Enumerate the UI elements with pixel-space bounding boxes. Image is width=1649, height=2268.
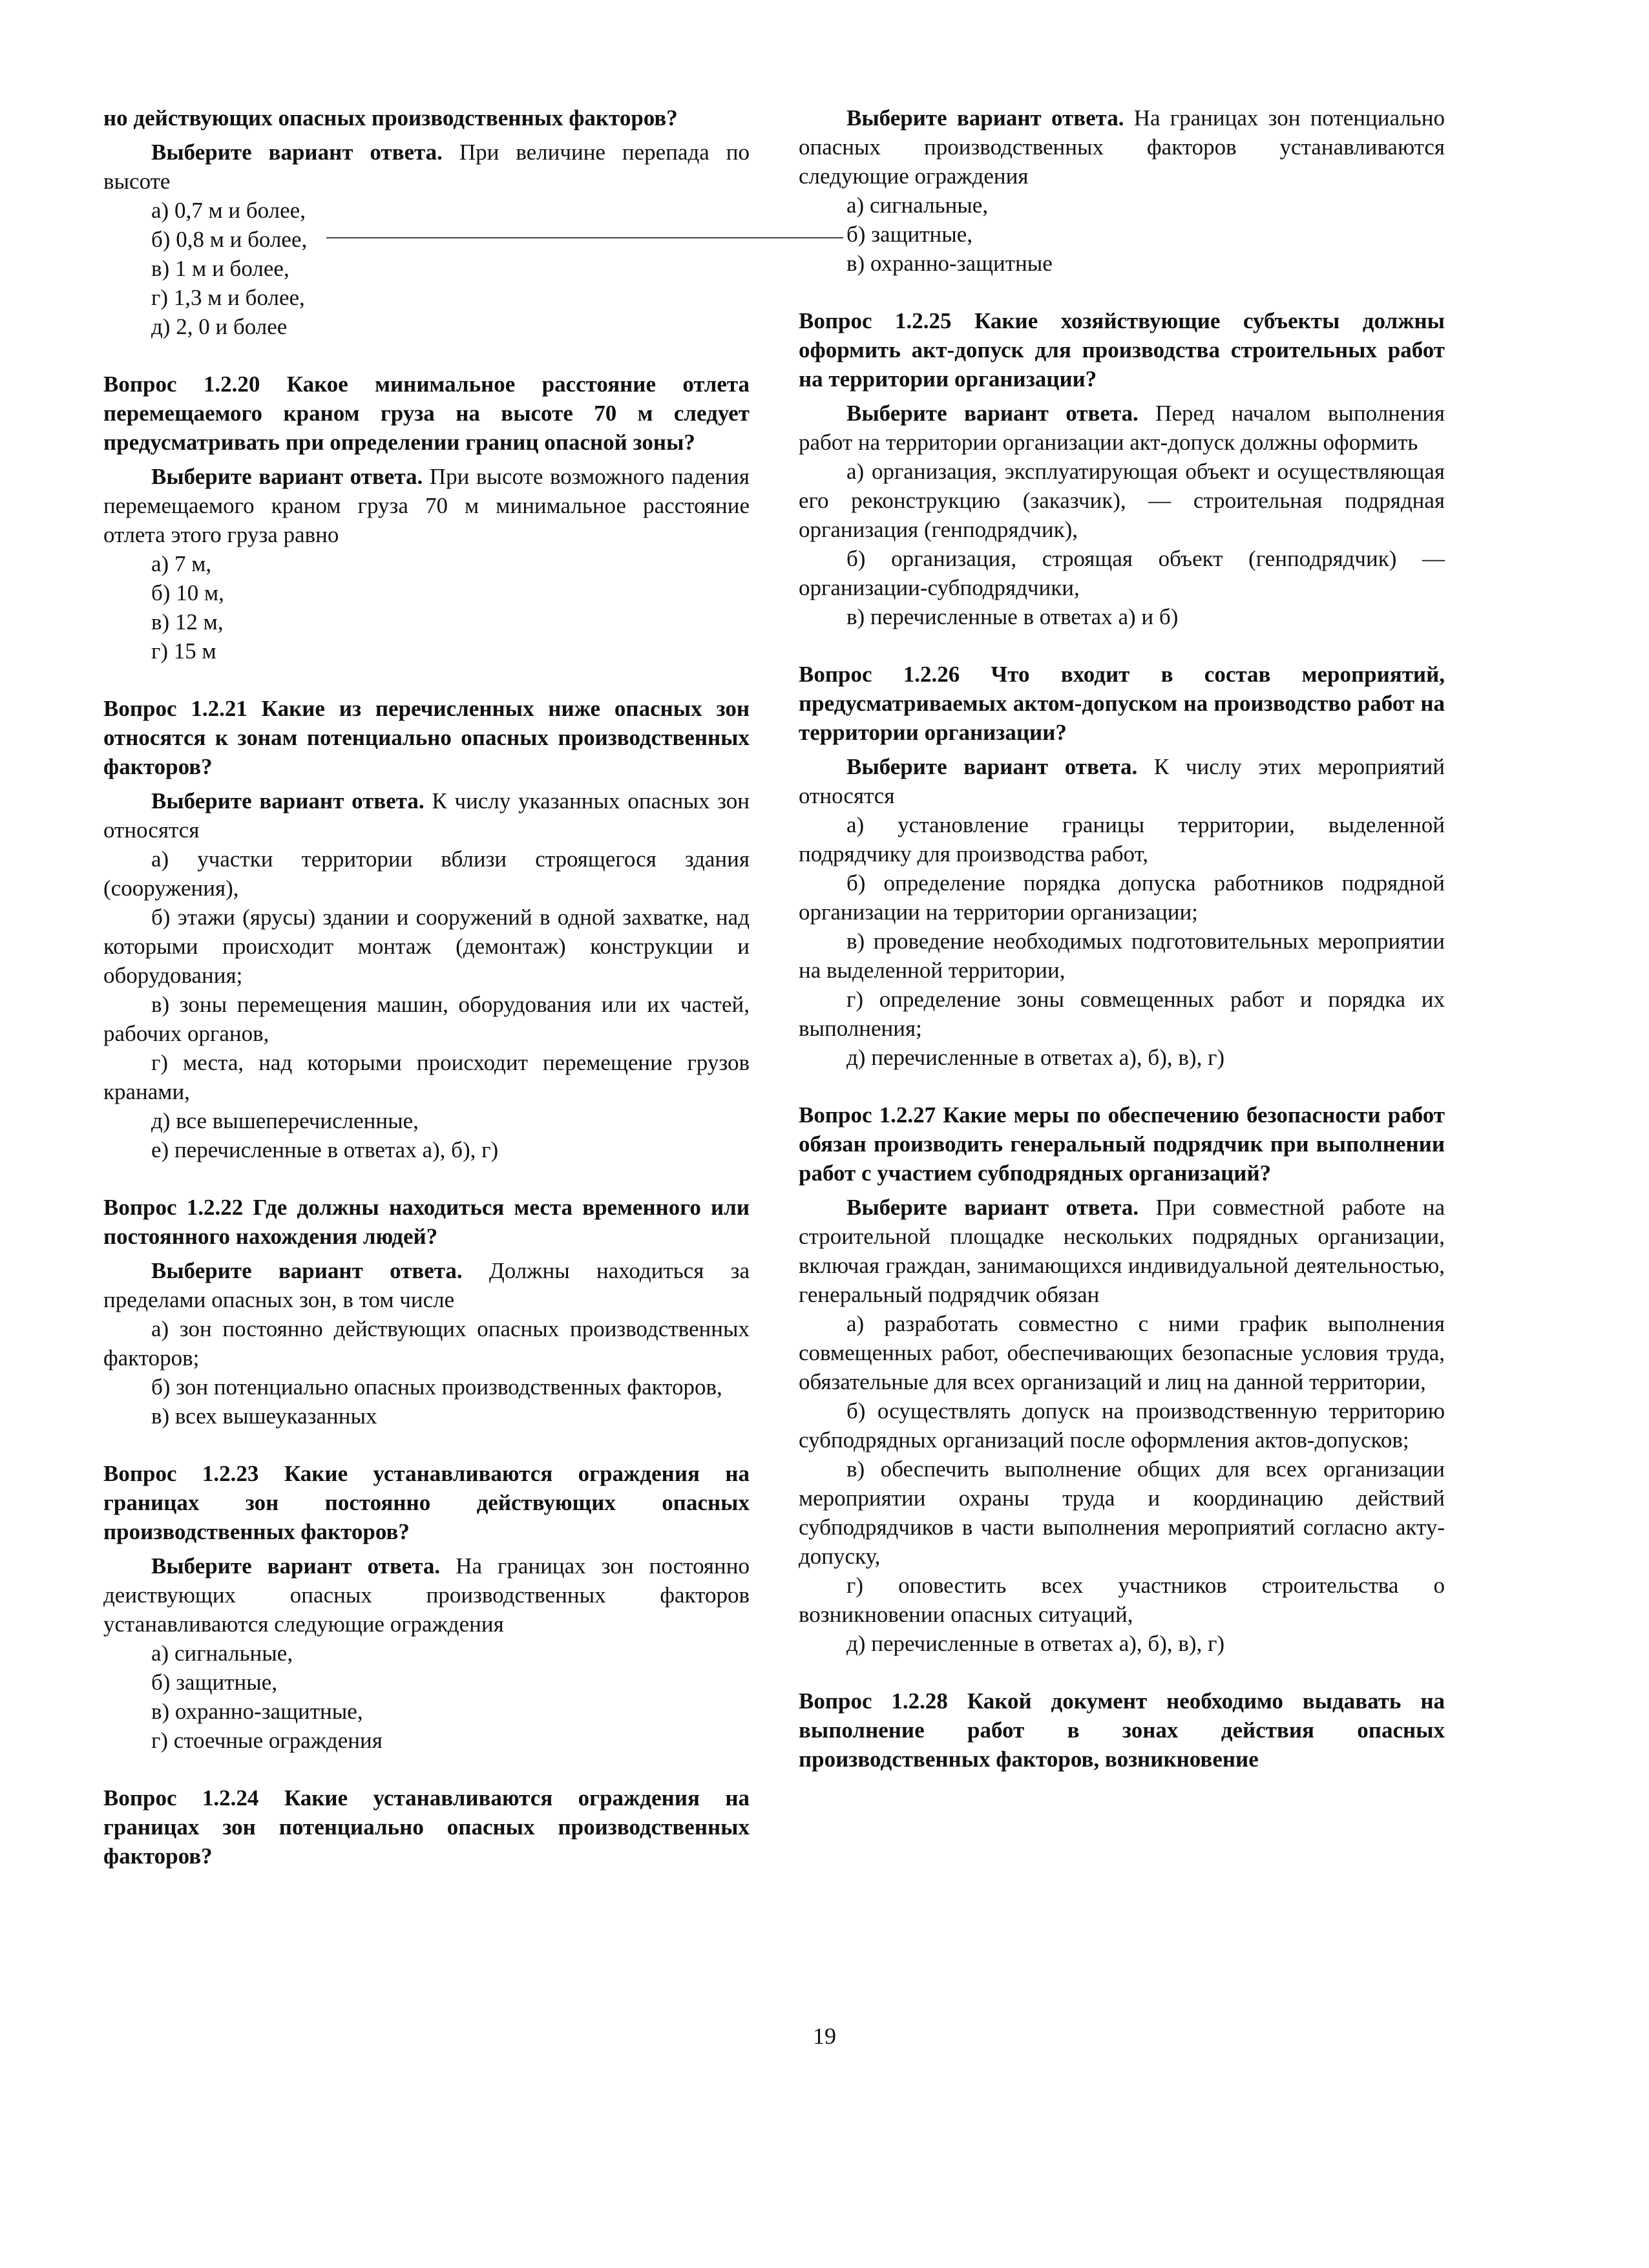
- answer-option: б) зон потенциально опасных производственных факторов,: [151, 1374, 722, 1400]
- answer-option: б) организация, строящая объект (генподрядчик) — организации-субподрядчики,: [799, 546, 1445, 600]
- answer-options: [103, 549, 750, 666]
- answer-lead-text: При высоте возможного падения перемещаемого краном груза 70 м минимальное расстояние отлета этого груза равно: [103, 464, 750, 547]
- answer-option: а) сигнальные,: [151, 1641, 293, 1666]
- question-1-2-21: Вопрос 1.2.21 Какие из перечисленных ниже опасных зон относятся к зонам потенциально опасных производственных факторов?: [103, 696, 750, 779]
- answer-lead-text: При совместной работе на строительной площадке нескольких подрядных организации, включая граждан, занимающихся индивидуальной деятельностью, генеральный подрядчик обязан: [799, 1195, 1445, 1307]
- answer-option: д) перечисленные в ответах а), б), в), г): [846, 1045, 1225, 1070]
- answer-option: а) 0,7 м и более,: [151, 198, 306, 223]
- question-1-2-24: Вопрос 1.2.24 Какие устанавливаются ограждения на границах зон потенциально опасных производственных факторов?: [103, 1785, 750, 1869]
- answer-options: [799, 1309, 1445, 1658]
- answer-options: [103, 1314, 750, 1431]
- answer-options: [799, 457, 1445, 631]
- answer-lead-text: К числу этих мероприятий относятся: [799, 754, 1445, 808]
- question-1-2-25: Вопрос 1.2.25 Какие хозяйствующие субъекты должны оформить акт-допуск для производства строительных работ на территории организации?: [799, 308, 1445, 392]
- answer-option: а) участки территории вблизи строящегося здания (сооружения),: [103, 846, 750, 901]
- answer-lead-label: Выберите вариант ответа.: [846, 1195, 1139, 1220]
- answer-lead-text: К числу указанных опасных зон относятся: [103, 788, 750, 843]
- right-column: [799, 103, 1445, 1774]
- answer-option: в) перечисленные в ответах а) и б): [846, 604, 1179, 629]
- answer-lead: [103, 462, 750, 549]
- answer-option: а) организация, эксплуатирующая объект и осуществляющая его реконструкцию (заказчик), — строительная подрядная организация (генподрядчик),: [799, 459, 1445, 542]
- answer-option: г) оповестить всех участников строительства о возникновении опасных ситуаций,: [799, 1573, 1445, 1627]
- answer-option: г) места, над которыми происходит перемещение грузов кранами,: [103, 1050, 750, 1104]
- answer-lead: [103, 138, 750, 196]
- answer-option: г) стоечные ограждения: [151, 1728, 383, 1753]
- question-1-2-27: Вопрос 1.2.27 Какие меры по обеспечению безопасности работ обязан производить генеральный подрядчик при выполнении работ с участием субподрядных организаций?: [799, 1102, 1445, 1186]
- question-continued: но действующих опасных производственных факторов?: [103, 105, 678, 131]
- question-1-2-20: Вопрос 1.2.20 Какое минимальное расстояние отлета перемещаемого краном груза на высоте 70 м следует предусматривать при определении границ опасной зоны?: [103, 372, 750, 455]
- answer-option: б) осуществлять допуск на производственную территорию субподрядных организаций после оформления актов-допусков;: [799, 1398, 1445, 1453]
- answer-option: а) зон постоянно действующих опасных производственных факторов;: [103, 1316, 750, 1370]
- answer-lead: [799, 1193, 1445, 1309]
- page-number: 19: [813, 2023, 836, 2049]
- answer-lead-label: Выберите вариант ответа.: [846, 401, 1139, 426]
- question-1-2-22: Вопрос 1.2.22 Где должны находиться места временного или постоянного нахождения людей?: [103, 1195, 750, 1249]
- answer-options: [103, 845, 750, 1164]
- answer-option: б) 10 м,: [151, 580, 224, 605]
- answer-option: б) защитные,: [151, 1670, 278, 1695]
- answer-option: в) обеспечить выполнение общих для всех организации мероприятии охраны труда и координацию действий субподрядчиков в части выполнения мероприятий согласно акту-допуску,: [799, 1456, 1445, 1569]
- answer-lead-label: Выберите вариант ответа.: [151, 464, 423, 489]
- answer-options: [799, 810, 1445, 1072]
- answer-options: [103, 1639, 750, 1755]
- answer-lead-label: Выберите вариант ответа.: [151, 140, 443, 165]
- answer-option: а) сигнальные,: [846, 193, 989, 218]
- answer-lead: [103, 786, 750, 845]
- answer-lead: [799, 103, 1445, 191]
- answer-option: в) охранно-защитные: [846, 251, 1053, 276]
- answer-option: б) определение порядка допуска работников подрядной организации на территории организации;: [799, 870, 1445, 925]
- answer-option: а) 7 м,: [151, 551, 212, 576]
- answer-option: в) проведение необходимых подготовительных мероприятии на выделенной территории,: [799, 929, 1445, 983]
- answer-option: а) установление границы территории, выделенной подрядчику для производства работ,: [799, 812, 1445, 866]
- answer-lead-text: Должны находиться за пределами опасных зон, в том числе: [103, 1258, 750, 1312]
- answer-option: в) зоны перемещения машин, оборудования или их частей, рабочих органов,: [103, 992, 750, 1046]
- answer-lead-text: При величине перепада по высоте: [103, 140, 750, 194]
- answer-option: г) 1,3 м и более,: [151, 285, 305, 310]
- answer-option: в) 12 м,: [151, 609, 224, 635]
- answer-option: в) охранно-защитные,: [151, 1699, 363, 1724]
- answer-lead: [103, 1256, 750, 1314]
- answer-lead: [799, 752, 1445, 810]
- answer-lead-text: На границах зон постоянно деиствующих опасных производственных факторов устанавливаются следующие ограждения: [103, 1553, 750, 1637]
- answer-lead-label: Выберите вариант ответа.: [151, 1258, 463, 1283]
- answer-option: в) всех вышеуказанных: [151, 1403, 377, 1429]
- answer-lead-label: Выберите вариант ответа.: [151, 1553, 441, 1579]
- question-1-2-28: Вопрос 1.2.28 Какой документ необходимо выдавать на выполнение работ в зонах действия опасных производственных факторов, возникновение: [799, 1688, 1445, 1772]
- answer-option: а) разработать совместно с ними график выполнения совмещенных работ, обеспечивающих безопасные условия труда, обязательные для всех организаций и лиц на данной территории,: [799, 1311, 1445, 1394]
- answer-options: [799, 191, 1445, 278]
- answer-option: д) 2, 0 и более: [151, 314, 288, 339]
- answer-lead-label: Выберите вариант ответа.: [151, 788, 425, 814]
- answer-option: б) защитные,: [846, 222, 973, 247]
- answer-options: [103, 196, 750, 341]
- answer-lead-text: Перед началом выполнения работ на территории организации акт-допуск должны оформить: [799, 401, 1445, 455]
- answer-option: г) 15 м: [151, 638, 216, 664]
- answer-option: б) 0,8 м и более,: [151, 227, 308, 252]
- answer-lead: [799, 399, 1445, 457]
- answer-lead-label: Выберите вариант ответа.: [846, 754, 1138, 779]
- question-1-2-23: Вопрос 1.2.23 Какие устанавливаются ограждения на границах зон постоянно действующих опасных производственных факторов?: [103, 1461, 750, 1544]
- answer-lead-text: На границах зон потенциально опасных производственных факторов устанавливаются следующие ограждения: [799, 105, 1445, 189]
- question-1-2-26: Вопрос 1.2.26 Что входит в состав мероприятий, предусматриваемых актом-допуском на производство работ на территории организации?: [799, 662, 1445, 745]
- answer-option: е) перечисленные в ответах а), б), г): [151, 1137, 499, 1162]
- answer-lead-label: Выберите вариант ответа.: [846, 105, 1124, 131]
- answer-option: б) этажи (ярусы) здании и сооружений в одной захватке, над которыми происходит монтаж (демонтаж) конструкции и оборудования;: [103, 905, 750, 988]
- answer-option: в) 1 м и более,: [151, 256, 289, 281]
- answer-option: г) определение зоны совмещенных работ и порядка их выполнения;: [799, 987, 1445, 1041]
- left-column: [103, 103, 750, 1871]
- answer-lead: [103, 1551, 750, 1639]
- answer-option: д) все вышеперечисленные,: [151, 1108, 419, 1133]
- answer-option: д) перечисленные в ответах а), б), в), г): [846, 1631, 1225, 1656]
